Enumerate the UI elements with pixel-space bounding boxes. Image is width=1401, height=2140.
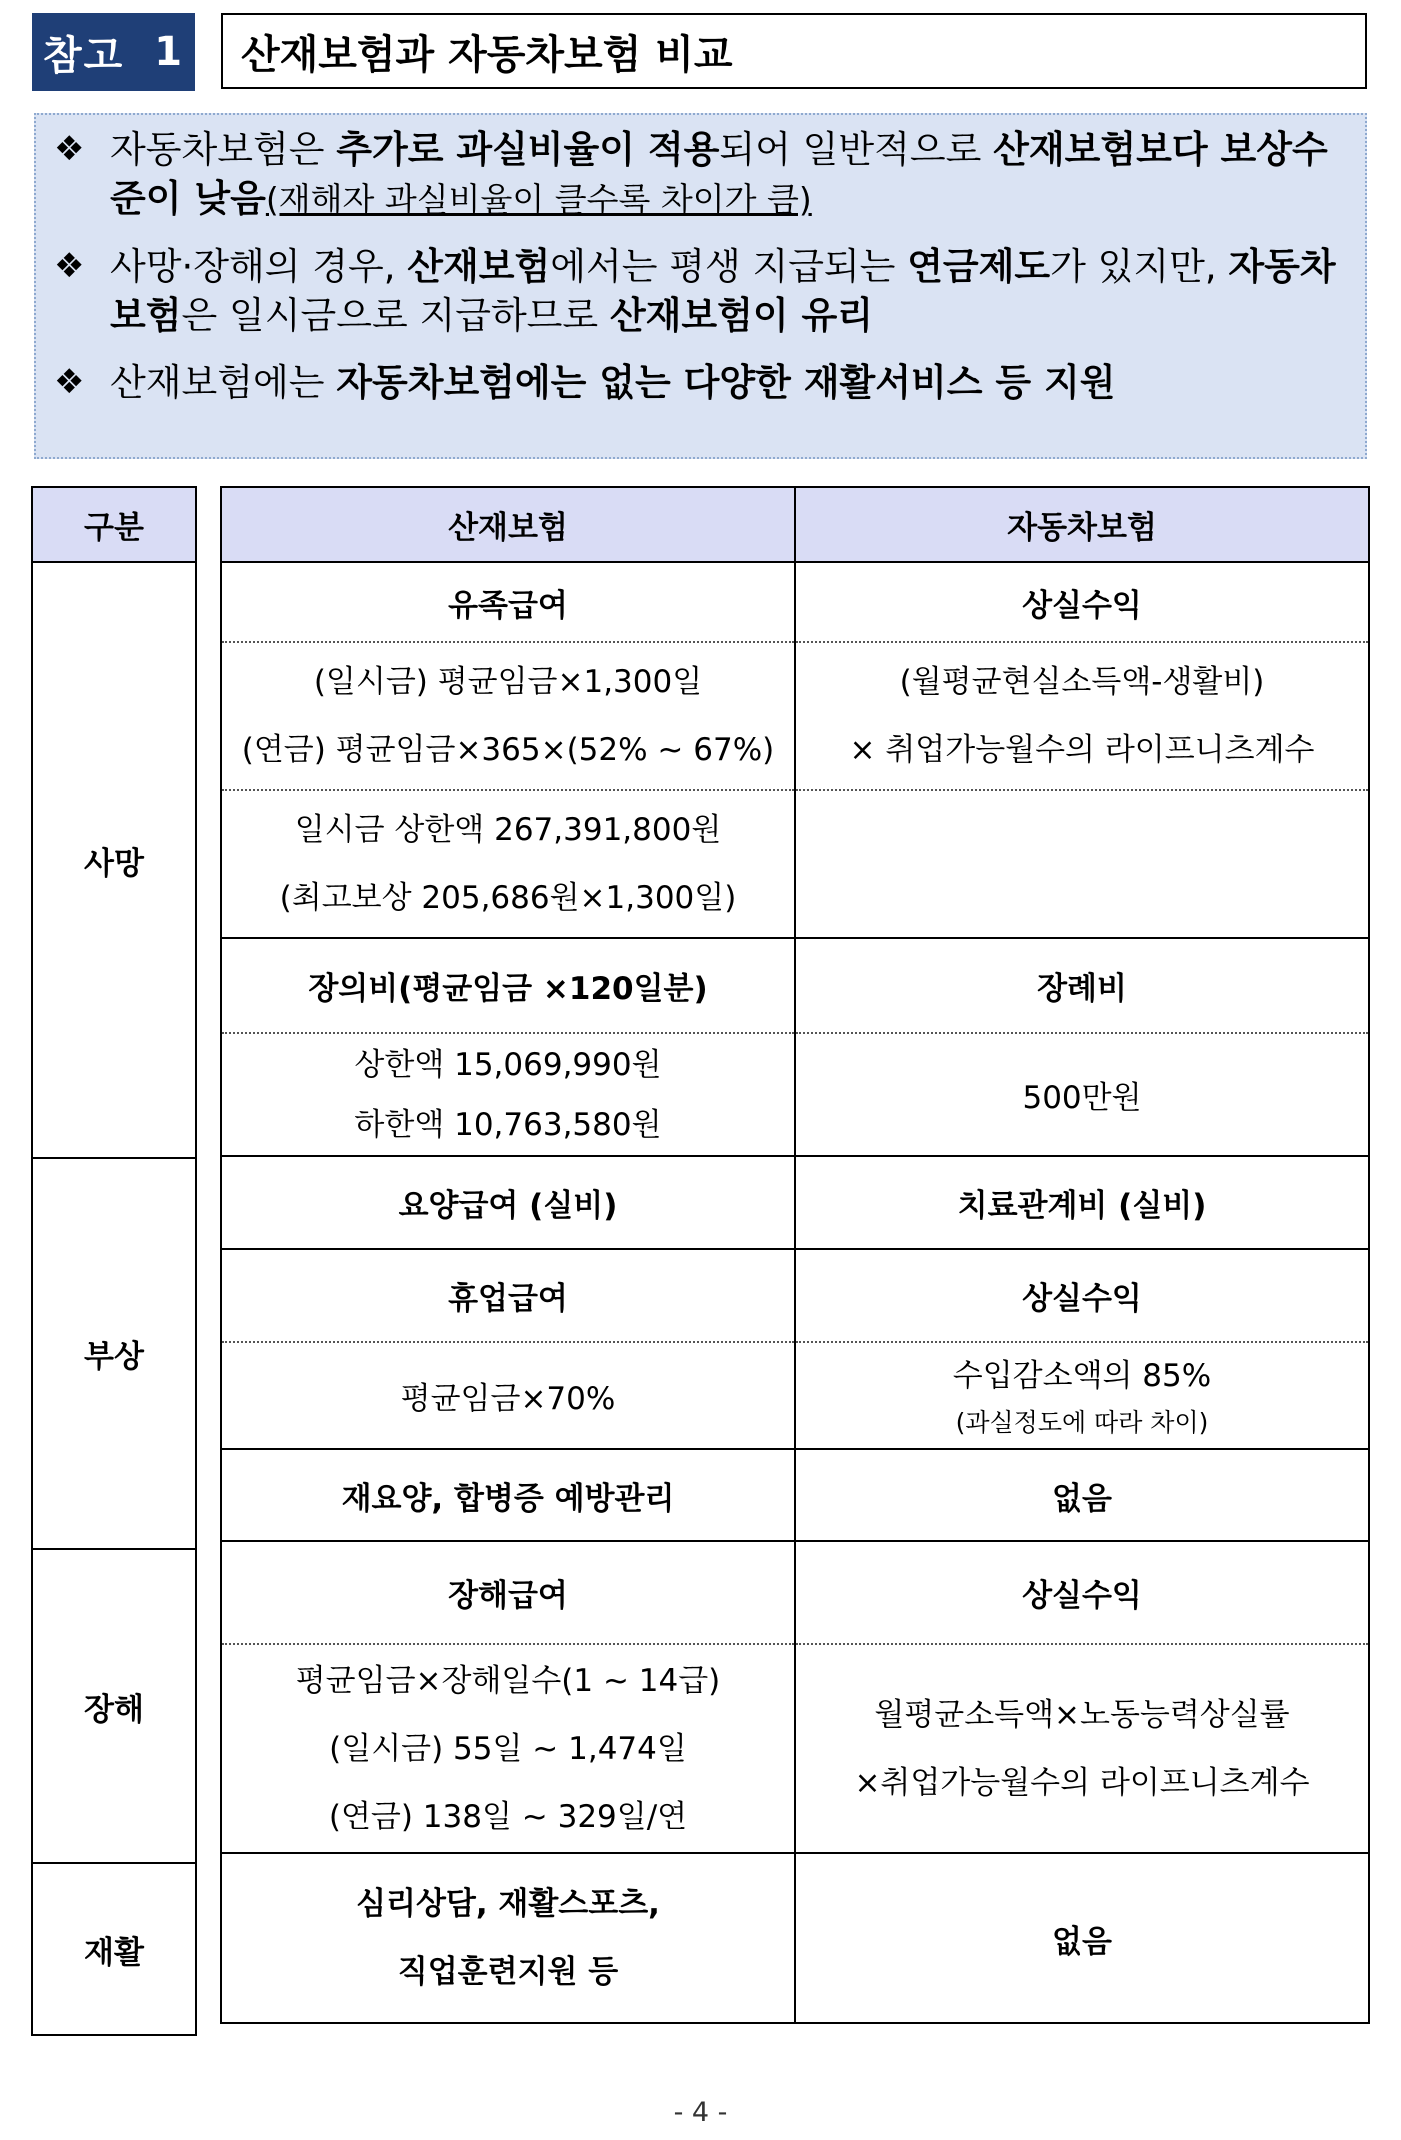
table-cell [795,1644,1369,1853]
reference-label: 참고 [42,32,125,79]
table-cell: 휴업급여 [221,1249,795,1342]
bullet-segment-bold: 연금제도 [907,245,1051,288]
bullet-segment-bold: 자동차보험 [110,245,1336,337]
bullet-segment: 에서는 평생 지급되는 [550,245,908,288]
summary-bullet-text [110,358,1351,407]
table-cell: 없음 [795,1449,1369,1541]
comparison-table [220,486,1370,2024]
page-number: - 4 - [673,2097,728,2128]
table-cell: 장해급여 [221,1541,795,1644]
table-cell: 요양급여 (실비) [221,1156,795,1249]
cell-line: (연금) 평균임금×365×(52% ~ 67%) [241,732,775,768]
cell-line: (연금) 138일 ~ 329일/연 [328,1798,688,1835]
summary-bullet-text [110,125,1351,224]
bullet-segment: 자동차보험은 [110,128,337,171]
column-header-sanjae: 산재보험 [221,487,795,562]
summary-bullet-3 [54,358,1351,407]
category-header: 구분 [32,487,196,562]
cell-line: 수입감소액의 85% [952,1357,1212,1394]
cell-line: × 취업가능월수의 라이프니츠계수 [849,732,1315,768]
bullet-segment: 산재보험에는 [110,361,337,404]
table-cell: 장례비 [795,938,1369,1033]
bullet-segment-bold: 자동차보험에는 없는 다양한 재활서비스 등 지원 [336,361,1116,404]
table-cell [221,1033,795,1156]
diamond-bullet-icon: ❖ [54,246,85,286]
table-cell [221,642,795,790]
table-cell: 재요양, 합병증 예방관리 [221,1449,795,1541]
cell-note: (과실정도에 따라 차이) [955,1407,1209,1437]
table-cell: 상실수익 [795,1249,1369,1342]
cell-line: (일시금) 55일 ~ 1,474일 [329,1730,687,1767]
category-disability: 장해 [32,1549,196,1863]
cell-line: 월평균소득액×노동능력상실률 [874,1696,1290,1733]
table-cell [221,1644,795,1853]
table-cell-empty [795,790,1369,938]
table-cell: 평균임금×70% [221,1342,795,1449]
bullet-segment-bold: 산재보험보다 보상수준이 낮음 [110,128,1328,220]
summary-bullet-text [110,242,1351,340]
cell-line: 일시금 상한액 267,391,800원 [294,812,722,848]
table-cell [795,1342,1369,1449]
category-column [31,486,197,2036]
table-cell: 유족급여 [221,562,795,642]
bullet-segment-bold: 추가로 과실비율이 적용 [336,128,720,171]
reference-number: 1 [154,29,185,75]
table-cell: 500만원 [795,1033,1369,1156]
category-death: 사망 [32,562,196,1158]
cell-line: 심리상담, 재활스포츠, [356,1886,660,1922]
page-title-box [221,13,1367,89]
cell-line: 하한액 10,763,580원 [354,1106,662,1143]
cell-line: (월평균현실소득액-생활비) [899,664,1265,700]
table-cell: 장의비(평균임금 ×120일분) [221,938,795,1033]
summary-bullet-1 [54,125,1351,224]
cell-line: (최고보상 205,686원×1,300일) [279,880,737,916]
diamond-bullet-icon: ❖ [54,362,85,402]
cell-line: ×취업가능월수의 라이프니츠계수 [854,1764,1310,1801]
cell-line: 상한액 15,069,990원 [354,1046,662,1083]
bullet-segment-underlined: (재해자 과실비율이 클수록 차이가 큼) [265,180,812,219]
table-cell [795,642,1369,790]
table-cell [221,1853,795,2023]
reference-tag [32,13,195,91]
table-cell [221,790,795,938]
bullet-segment-bold: 산재보험 [407,245,551,288]
table-cell: 치료관계비 (실비) [795,1156,1369,1249]
cell-line: 직업훈련지원 등 [397,1954,619,1990]
cell-line: 평균임금×장해일수(1 ~ 14급) [295,1662,721,1699]
summary-bullet-2 [54,242,1351,340]
diamond-bullet-icon: ❖ [54,129,85,169]
category-injury: 부상 [32,1158,196,1549]
table-cell: 없음 [795,1853,1369,2023]
cell-line: (일시금) 평균임금×1,300일 [313,664,703,700]
table-cell: 상실수익 [795,562,1369,642]
bullet-segment: 가 있지만, [1050,245,1229,288]
bullet-segment: 되어 일반적으로 [719,128,994,171]
bullet-segment-bold: 산재보험이 유리 [609,294,874,337]
bullet-segment: 사망·장해의 경우, [110,245,408,288]
category-rehab: 재활 [32,1863,196,2035]
bullet-segment: 은 일시금으로 지급하므로 [181,294,610,337]
page-title: 산재보험과 자동차보험 비교 [241,31,733,78]
table-cell: 상실수익 [795,1541,1369,1644]
summary-box [34,113,1367,459]
column-header-auto: 자동차보험 [795,487,1369,562]
